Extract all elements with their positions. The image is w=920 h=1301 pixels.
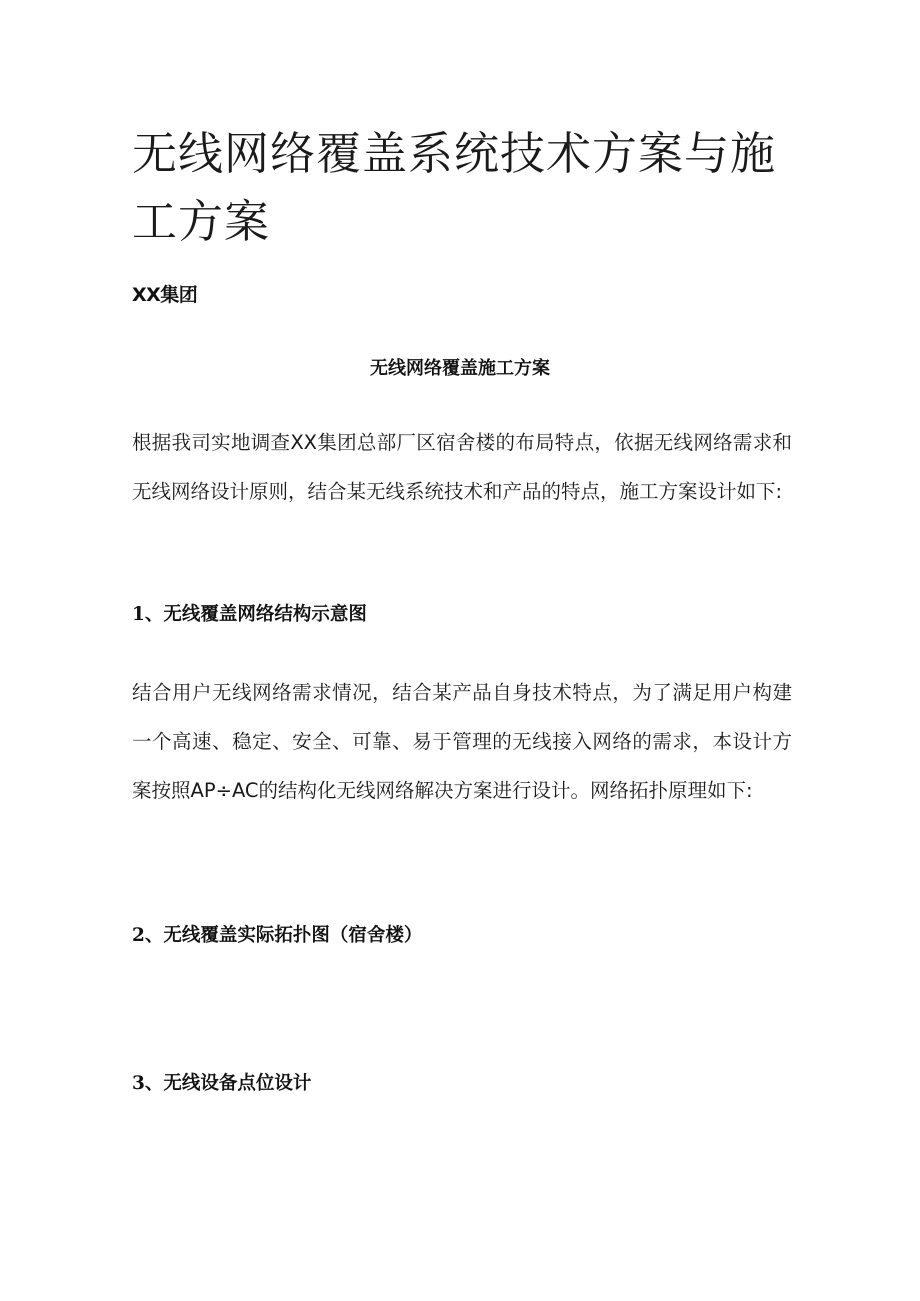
section-number: 3	[132, 1073, 145, 1094]
section-number: 1	[132, 604, 145, 625]
plan-subtitle: 无线网络覆盖施工方案	[370, 358, 550, 379]
section-title: 、无线设备点位设计	[144, 1073, 312, 1094]
company-name: XX集团	[132, 284, 198, 306]
document-title: 无线网络覆盖系统技术方案与施工方案	[132, 127, 777, 248]
section-3-heading	[132, 1070, 311, 1098]
section-number: 2	[132, 925, 145, 946]
section-title: 、无线覆盖实际拓扑图（宿舍楼）	[144, 925, 423, 946]
intro-paragraph: 根据我司实地调查XX集团总部厂区宿舍楼的布局特点，依据无线网络需求和无线网络设计原则，结合某无线系统技术和产品的特点，施工方案设计如下:	[132, 431, 792, 503]
section-1-heading	[132, 601, 367, 629]
section-title: 、无线覆盖网络结构示意图	[144, 604, 367, 625]
section-1-paragraph: 结合用户无线网络需求情况，结合某产品自身技术特点，为了满足用户构建一个高速、稳定、安全、可靠、易于管理的无线接入网络的需求，本设计方案按照AP÷AC的结构化无线网络解决方案进行设计。网络拓扑原理如下:	[132, 681, 792, 802]
section-2-heading	[132, 922, 422, 950]
